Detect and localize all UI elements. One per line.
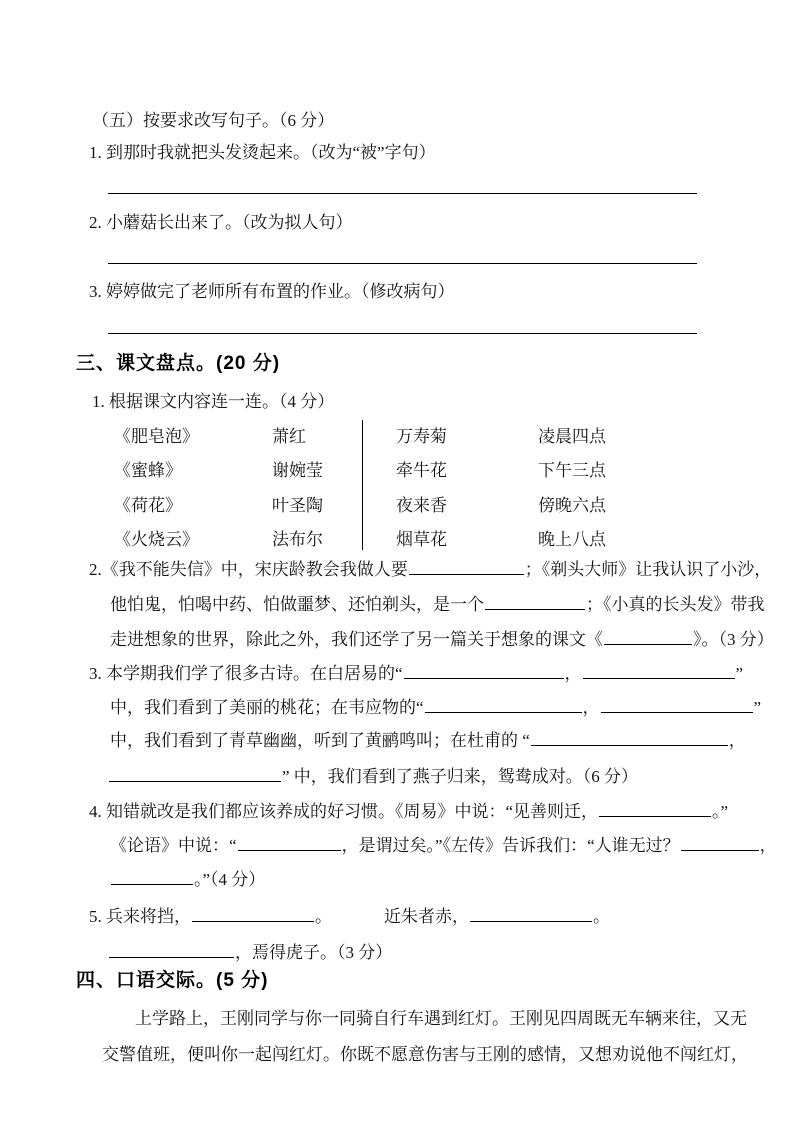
rewrite-item-1: 1. 到那时我就把头发烫起来。（改为“被”字句） bbox=[89, 143, 436, 162]
text-segment: 中，我们看到了美丽的桃花；在韦应物的“ bbox=[110, 698, 424, 717]
text-segment: 5. 兵来将挡， bbox=[89, 907, 191, 926]
text-segment: 。 bbox=[593, 907, 610, 926]
q2-line-3 bbox=[110, 630, 774, 650]
match-title: 《蜜蜂》 bbox=[114, 461, 182, 480]
blank-underline bbox=[238, 836, 341, 851]
matching-question-label: 1. 根据课文内容连一连。（4 分） bbox=[92, 392, 335, 411]
match-author: 叶圣陶 bbox=[272, 496, 323, 515]
oral-paragraph-line-2: 交警值班，便叫你一起闯红灯。你既不愿意伤害与王刚的感情，又想劝说他不闯红灯， bbox=[102, 1045, 748, 1064]
text-segment: 。 bbox=[315, 907, 332, 926]
q2-line-2 bbox=[110, 595, 765, 615]
q4-line-3 bbox=[110, 870, 265, 890]
match-flower: 夜来香 bbox=[396, 496, 447, 515]
match-time: 下午三点 bbox=[538, 461, 606, 480]
match-flower: 万寿菊 bbox=[396, 427, 447, 446]
section-four-header: 四、口语交际。(5 分) bbox=[76, 970, 269, 991]
q3-line-2 bbox=[110, 698, 761, 718]
blank-underline bbox=[601, 698, 753, 713]
text-segment: ” bbox=[753, 698, 762, 717]
match-title: 《火烧云》 bbox=[114, 530, 199, 549]
match-divider-line bbox=[362, 420, 363, 550]
blank-underline bbox=[404, 664, 564, 679]
text-segment: ， bbox=[759, 836, 777, 855]
section-three-header: 三、课文盘点。(20 分) bbox=[76, 353, 281, 374]
q3-line-4 bbox=[108, 767, 638, 787]
match-flower: 牵牛花 bbox=[396, 461, 447, 480]
q5-line-1 bbox=[89, 907, 610, 927]
text-segment: 4. 知错就改是我们都应该养成的好习惯。《周易》中说：“见善则迁， bbox=[89, 802, 599, 821]
blank-underline bbox=[111, 870, 193, 885]
text-segment: 近朱者赤， bbox=[384, 907, 469, 926]
blank-underline bbox=[583, 664, 735, 679]
text-segment: ” bbox=[735, 664, 744, 683]
blank-underline bbox=[485, 595, 585, 610]
blank-underline bbox=[470, 907, 592, 922]
match-time: 凌晨四点 bbox=[538, 427, 606, 446]
text-segment: ， bbox=[582, 698, 600, 717]
answer-line-3 bbox=[108, 333, 697, 334]
match-author: 法布尔 bbox=[272, 530, 323, 549]
answer-line-1 bbox=[108, 193, 697, 194]
text-segment: 》。（3 分） bbox=[693, 630, 774, 649]
answer-line-2 bbox=[108, 263, 697, 264]
text-segment: 3. 本学期我们学了很多古诗。在白居易的“ bbox=[89, 664, 403, 683]
blank-underline bbox=[409, 560, 524, 575]
q5-line-2 bbox=[108, 943, 392, 963]
blank-underline bbox=[192, 907, 314, 922]
text-segment: ” 中，我们看到了燕子归来，鸳鸯成对。（6 分） bbox=[282, 767, 639, 786]
blank-underline bbox=[109, 767, 281, 782]
text-segment: ， bbox=[564, 664, 582, 683]
match-title: 《肥皂泡》 bbox=[114, 427, 199, 446]
text-segment: 走进想象的世界，除此之外，我们还学了另一篇关于想象的课文《 bbox=[110, 630, 603, 649]
section-five-header: （五）按要求改写句子。（6 分） bbox=[92, 111, 335, 130]
text-segment: ；《小真的长头发》带我 bbox=[586, 595, 765, 614]
text-segment: 他怕鬼，怕喝中药、怕做噩梦、还怕剃头，是一个 bbox=[110, 595, 484, 614]
rewrite-item-2: 2. 小蘑菇长出来了。（改为拟人句） bbox=[89, 213, 353, 232]
spacer bbox=[332, 921, 384, 922]
text-segment: ，焉得虎子。（3 分） bbox=[235, 943, 393, 962]
q2-line-1 bbox=[89, 560, 771, 580]
text-segment: 中，我们看到了青草幽幽，听到了黄鹂鸣叫；在杜甫的 “ bbox=[110, 731, 530, 750]
q4-line-1 bbox=[89, 802, 728, 822]
match-time: 傍晚六点 bbox=[538, 496, 606, 515]
match-flower: 烟草花 bbox=[396, 530, 447, 549]
blank-underline bbox=[425, 698, 582, 713]
blank-underline bbox=[604, 630, 692, 645]
q3-line-3 bbox=[110, 731, 746, 751]
text-segment: 2.《我不能失信》中，宋庆龄教会我做人要 bbox=[89, 560, 408, 579]
match-time: 晚上八点 bbox=[538, 530, 606, 549]
blank-underline bbox=[599, 802, 711, 817]
text-segment: ；《剃头大师》让我认识了小沙， bbox=[524, 560, 772, 579]
text-segment: 《论语》中说：“ bbox=[110, 836, 237, 855]
q3-line-1 bbox=[89, 664, 743, 684]
blank-underline bbox=[681, 836, 759, 851]
rewrite-item-3: 3. 婷婷做完了老师所有布置的作业。（修改病句） bbox=[89, 282, 455, 301]
match-author: 萧红 bbox=[272, 427, 306, 446]
text-segment: ， bbox=[728, 731, 746, 750]
match-title: 《荷花》 bbox=[114, 496, 182, 515]
text-segment: ，是谓过矣。”《左传》告诉我们：“人谁无过？ bbox=[341, 836, 680, 855]
match-author: 谢婉莹 bbox=[272, 461, 323, 480]
blank-underline bbox=[531, 731, 728, 746]
blank-underline bbox=[109, 943, 234, 958]
oral-paragraph-line-1: 上学路上，王刚同学与你一同骑自行车遇到红灯。王刚见四周既无车辆来往，又无 bbox=[135, 1009, 747, 1028]
q4-line-2 bbox=[110, 836, 777, 856]
text-segment: 。” bbox=[712, 802, 729, 821]
text-segment: 。”（4 分） bbox=[194, 870, 266, 889]
